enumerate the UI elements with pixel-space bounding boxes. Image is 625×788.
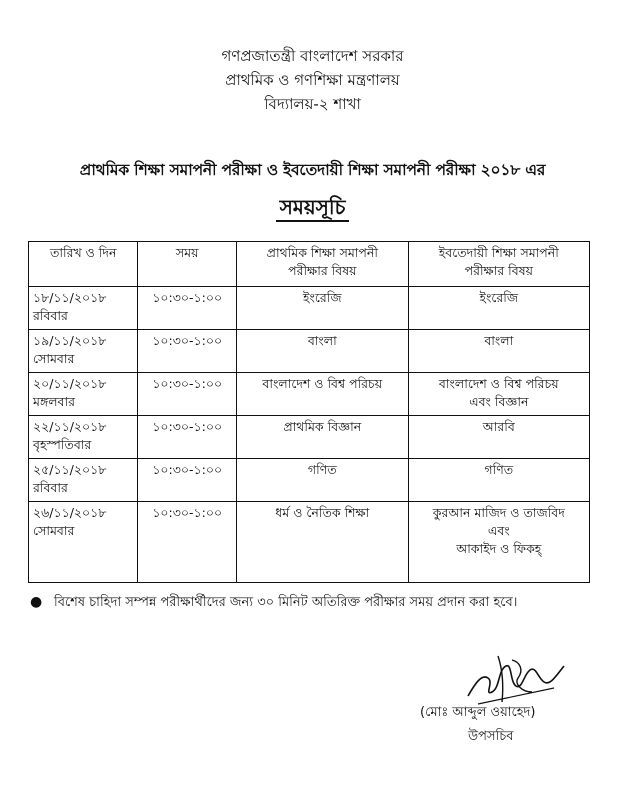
exam-title: প্রাথমিক শিক্ষা সমাপনী পরীক্ষা ও ইবতেদায়ী শিক্ষা সমাপনী পরীক্ষা ২০১৮ এর <box>79 161 546 179</box>
header-ebtedayee-subject: ইবতেদায়ী শিক্ষা সমাপনী পরীক্ষার বিষয় <box>408 242 589 287</box>
date: ২০/১১/২০১৮ <box>33 376 107 391</box>
time-cell: ১০:৩০-১:০০ <box>138 287 237 330</box>
header-line-government: গণপ্রজাতন্ত্রী বাংলাদেশ সরকার <box>221 47 404 65</box>
header-date-day: তারিখ ও দিন <box>29 242 138 287</box>
table-row <box>29 416 590 459</box>
day: সোমবার <box>33 523 75 538</box>
schedule-table <box>28 241 590 583</box>
day: রবিবার <box>33 480 68 495</box>
date-day-cell <box>29 330 138 373</box>
date: ২৬/১১/২০১৮ <box>33 505 107 520</box>
day: বৃহস্পতিবার <box>33 437 92 452</box>
primary-subject-cell: বাংলা <box>237 330 409 373</box>
signatory-name: (মোঃ আব্দুল ওয়াহেদ) <box>420 705 536 720</box>
primary-subject-cell: বাংলাদেশ ও বিশ্ব পরিচয় <box>237 373 409 416</box>
schedule-heading-text: সময়সূচি <box>276 195 350 222</box>
document-header <box>0 44 625 116</box>
header-primary-subject: প্রাথমিক শিক্ষা সমাপনী পরীক্ষার বিষয় <box>237 242 409 287</box>
note-text: বিশেষ চাহিদা সম্পন্ন পরীক্ষার্থীদের জন্য ৩০ মিনিট অতিরিক্ত পরীক্ষার সময় প্রদান করা হবে। <box>54 595 518 610</box>
ebtedayee-subject-cell: কুরআন মাজিদ ও তাজবিদ এবং আকাইদ ও ফিকহ্ <box>408 502 589 583</box>
table-row <box>29 502 590 583</box>
date: ১৯/১১/২০১৮ <box>33 333 107 348</box>
primary-subject-cell: গণিত <box>237 459 409 502</box>
table-header-row <box>29 242 590 287</box>
date-day-cell <box>29 502 138 583</box>
table-row <box>29 287 590 330</box>
header-line-ministry: প্রাথমিক ও গণশিক্ষা মন্ত্রণালয় <box>225 71 400 89</box>
time-cell: ১০:৩০-১:০০ <box>138 373 237 416</box>
primary-subject-cell: ধর্ম ও নৈতিক শিক্ষা <box>237 502 409 583</box>
header-line-section: বিদ্যালয়-২ শাখা <box>264 95 361 113</box>
date-day-cell <box>29 416 138 459</box>
date-day-cell <box>29 459 138 502</box>
ebtedayee-subject-cell: বাংলা <box>408 330 589 373</box>
time-cell: ১০:৩০-১:০০ <box>138 502 237 583</box>
date: ২২/১১/২০১৮ <box>33 419 107 434</box>
ebtedayee-subject-cell: আরবি <box>408 416 589 459</box>
date: ১৮/১১/২০১৮ <box>33 290 107 305</box>
signature-mark <box>458 652 568 710</box>
day: রবিবার <box>33 308 68 323</box>
date-day-cell <box>29 287 138 330</box>
table-row <box>29 459 590 502</box>
primary-subject-cell: ইংরেজি <box>237 287 409 330</box>
time-cell: ১০:৩০-১:০০ <box>138 330 237 373</box>
day: মঙ্গলবার <box>33 394 76 409</box>
table-row <box>29 330 590 373</box>
signatory-title: উপসচিব <box>468 729 514 744</box>
header-time: সময় <box>138 242 237 287</box>
ebtedayee-subject-cell: গণিত <box>408 459 589 502</box>
time-cell: ১০:৩০-১:০০ <box>138 459 237 502</box>
date-day-cell <box>29 373 138 416</box>
day: সোমবার <box>33 351 75 366</box>
bullet-icon: ● <box>30 594 43 610</box>
special-needs-note <box>30 593 600 614</box>
date: ২৫/১১/২০১৮ <box>33 462 107 477</box>
primary-subject-cell: প্রাথমিক বিজ্ঞান <box>237 416 409 459</box>
ebtedayee-subject-cell: ইংরেজি <box>408 287 589 330</box>
table-row <box>29 373 590 416</box>
ebtedayee-subject-cell: বাংলাদেশ ও বিশ্ব পরিচয় এবং বিজ্ঞান <box>408 373 589 416</box>
time-cell: ১০:৩০-১:০০ <box>138 416 237 459</box>
schedule-heading <box>0 193 625 226</box>
